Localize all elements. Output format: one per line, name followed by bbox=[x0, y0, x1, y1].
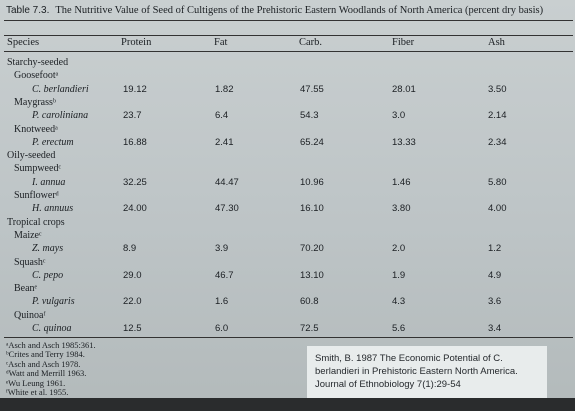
footnote: ᵃAsch and Asch 1985:361. bbox=[6, 340, 96, 350]
table-row bbox=[0, 96, 575, 110]
cell-ash: 3.4 bbox=[488, 323, 502, 334]
table-row bbox=[0, 242, 575, 256]
cell-protein: 8.9 bbox=[123, 243, 137, 255]
row-label: Sumpweedᶜ bbox=[14, 163, 61, 175]
row-label: C. quinoa bbox=[32, 323, 72, 334]
cell-carb: 60.8 bbox=[300, 296, 319, 308]
cell-fiber: 5.6 bbox=[392, 323, 406, 334]
table-row bbox=[0, 136, 575, 150]
cell-fiber: 28.01 bbox=[392, 83, 416, 95]
cell-protein: 23.7 bbox=[123, 110, 142, 122]
cell-carb: 47.55 bbox=[300, 83, 324, 95]
row-label: Maizeᶜ bbox=[14, 229, 42, 241]
cell-fiber: 3.80 bbox=[392, 203, 411, 215]
table-row bbox=[0, 69, 575, 83]
header-bottom-rule bbox=[4, 51, 573, 52]
cell-ash: 1.2 bbox=[488, 243, 502, 255]
cell-fiber: 2.0 bbox=[392, 243, 406, 255]
cell-fat: 6.0 bbox=[215, 323, 229, 334]
table-row bbox=[0, 149, 575, 163]
cell-fat: 47.30 bbox=[215, 203, 239, 215]
cell-fat: 6.4 bbox=[215, 110, 229, 122]
table-row bbox=[0, 109, 575, 123]
cell-ash: 4.00 bbox=[488, 203, 507, 215]
row-label: Sunflowerᵈ bbox=[14, 190, 59, 201]
citation-box bbox=[307, 346, 547, 400]
cell-carb: 16.10 bbox=[300, 203, 324, 215]
cell-fat: 46.7 bbox=[215, 269, 234, 281]
table-number: Table 7.3. bbox=[6, 5, 50, 16]
row-label: Z. mays bbox=[32, 243, 64, 255]
row-label: Oily-seeded bbox=[7, 150, 56, 162]
table-row bbox=[0, 83, 575, 97]
table-row bbox=[0, 123, 575, 137]
citation-line-2: berlandieri in Prehistoric Eastern North America. bbox=[315, 366, 518, 377]
table-row bbox=[0, 176, 575, 190]
col-header-carb: Carb. bbox=[299, 37, 323, 48]
cell-ash: 2.14 bbox=[488, 110, 507, 122]
row-label: Squashᶜ bbox=[14, 256, 46, 268]
cell-protein: 32.25 bbox=[123, 176, 147, 188]
table-row bbox=[0, 216, 575, 230]
cell-protein: 16.88 bbox=[123, 136, 147, 148]
row-label: C. pepo bbox=[32, 269, 64, 281]
cell-carb: 65.24 bbox=[300, 136, 324, 148]
top-rule bbox=[4, 20, 573, 21]
table-row bbox=[0, 56, 575, 70]
bottom-bar bbox=[0, 398, 575, 411]
footnote: ᵇCrites and Terry 1984. bbox=[6, 349, 85, 360]
cell-carb: 54.3 bbox=[300, 110, 319, 122]
row-label: Maygrassᵇ bbox=[14, 96, 56, 108]
cell-ash: 4.9 bbox=[488, 269, 502, 281]
cell-fiber: 1.9 bbox=[392, 269, 406, 281]
row-label: Beanᵉ bbox=[14, 283, 38, 295]
cell-fat: 1.82 bbox=[215, 83, 234, 95]
cell-protein: 24.00 bbox=[123, 203, 147, 215]
table-row bbox=[0, 229, 575, 243]
footnote: ᶜAsch and Asch 1978. bbox=[6, 358, 81, 369]
citation-line-1: Smith, B. 1987 The Economic Potential of C. bbox=[315, 353, 503, 364]
row-label: P. caroliniana bbox=[32, 110, 89, 122]
cell-carb: 70.20 bbox=[300, 243, 324, 255]
table-row bbox=[0, 162, 575, 176]
table-row bbox=[0, 269, 575, 283]
col-header-protein: Protein bbox=[121, 37, 152, 48]
table-title bbox=[6, 5, 571, 17]
cell-fat: 1.6 bbox=[215, 296, 229, 308]
table-row bbox=[0, 309, 575, 323]
cell-protein: 12.5 bbox=[123, 323, 142, 334]
cell-fiber: 13.33 bbox=[392, 136, 416, 148]
col-header-fiber: Fiber bbox=[392, 37, 415, 48]
cell-fiber: 4.3 bbox=[392, 296, 406, 308]
table-caption: The Nutritive Value of Seed of Cultigens of the Prehistoric Eastern Woodlands of North America (percent dry basis) bbox=[55, 5, 544, 16]
cell-carb: 72.5 bbox=[300, 323, 319, 334]
cell-fiber: 3.0 bbox=[392, 110, 406, 122]
cell-fiber: 1.46 bbox=[392, 176, 411, 188]
citation-line-3: Journal of Ethnobiology 7(1):29-54 bbox=[315, 379, 461, 390]
row-label: Quinoaᶠ bbox=[14, 309, 46, 321]
footnote: ᵉWu Leung 1961. bbox=[6, 377, 66, 388]
footnote: ᵈWatt and Merrill 1963. bbox=[6, 368, 87, 379]
col-header-ash: Ash bbox=[488, 37, 505, 48]
row-label: Tropical crops bbox=[7, 216, 65, 228]
cell-ash: 2.34 bbox=[488, 136, 507, 148]
cell-protein: 29.0 bbox=[123, 269, 142, 281]
row-label: P. erectum bbox=[32, 136, 74, 148]
footnote: ᶠWhite et al. 1955. bbox=[6, 387, 69, 397]
row-label: C. berlandieri bbox=[32, 83, 89, 95]
row-label: Knotweedᵃ bbox=[14, 123, 58, 135]
row-label: I. annua bbox=[32, 176, 66, 188]
row-label: Goosefootᵃ bbox=[14, 70, 59, 82]
cell-ash: 3.6 bbox=[488, 296, 502, 308]
table-row bbox=[0, 322, 575, 336]
table-row bbox=[0, 295, 575, 309]
cell-fat: 2.41 bbox=[215, 136, 234, 148]
row-label: Starchy-seeded bbox=[7, 57, 69, 68]
cell-carb: 10.96 bbox=[300, 176, 324, 188]
cell-ash: 5.80 bbox=[488, 176, 507, 188]
table-row bbox=[0, 282, 575, 296]
header-top-rule bbox=[4, 35, 573, 36]
table-row bbox=[0, 202, 575, 216]
cell-ash: 3.50 bbox=[488, 83, 507, 95]
table-row bbox=[0, 256, 575, 270]
cell-protein: 19.12 bbox=[123, 83, 147, 95]
row-label: P. vulgaris bbox=[32, 296, 75, 308]
col-header-species: Species bbox=[7, 37, 40, 48]
bottom-rule bbox=[4, 337, 573, 338]
cell-fat: 3.9 bbox=[215, 243, 229, 255]
cell-carb: 13.10 bbox=[300, 269, 324, 281]
table-row bbox=[0, 189, 575, 203]
cell-fat: 44.47 bbox=[215, 176, 239, 188]
row-label: H. annuus bbox=[32, 203, 74, 215]
col-header-fat: Fat bbox=[214, 37, 228, 48]
cell-protein: 22.0 bbox=[123, 296, 142, 308]
